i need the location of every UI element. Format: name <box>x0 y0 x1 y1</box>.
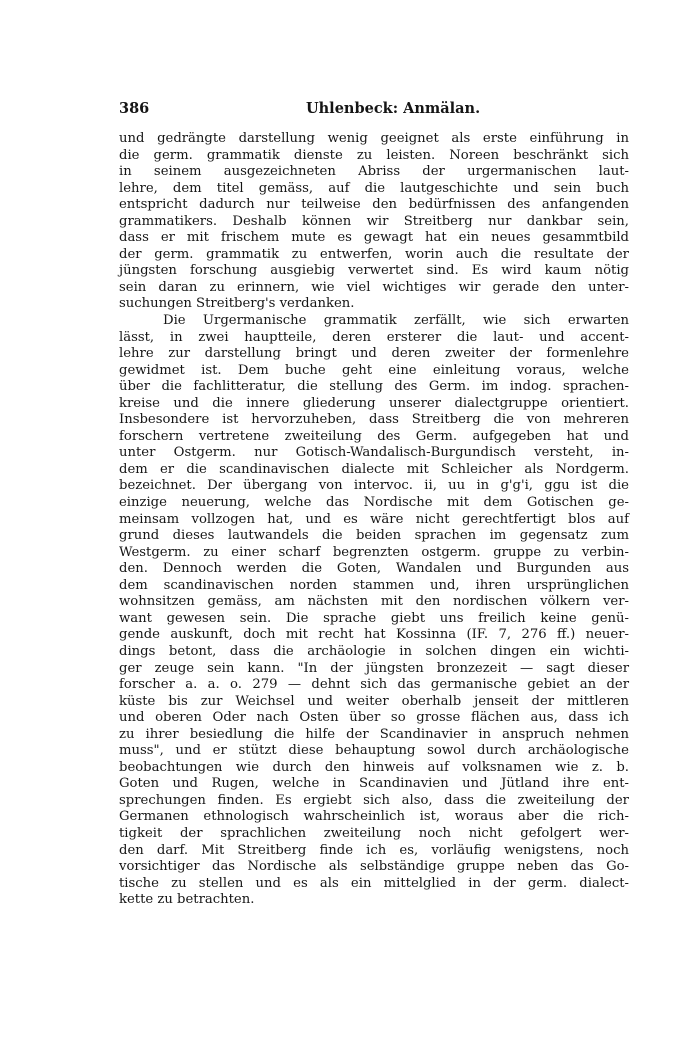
text-line: Germanen ethnologisch wahrscheinlich ist, woraus aber die rich- <box>119 809 629 825</box>
running-title: Uhlenbeck: Anmälan. <box>306 100 481 117</box>
running-header <box>119 100 631 122</box>
page-number: 386 <box>119 100 150 117</box>
text-line: lehre, dem titel gemäss, auf die lautgeschichte und sein buch <box>119 180 629 196</box>
text-line: kette zu betrachten. <box>119 892 255 908</box>
text-line: gende auskunft, doch mit recht hat Kossinna (IF. 7, 276 ff.) neuer- <box>119 627 629 643</box>
text-line: dem er die scandinavischen dialecte mit Schleicher als Nordgerm. <box>119 461 629 477</box>
text-line: wohnsitzen gemäss, am nächsten mit den nordischen völkern ver- <box>119 594 629 610</box>
text-line: jüngsten forschung ausgiebig verwertet sind. Es wird kaum nötig <box>119 263 629 279</box>
text-line: Die Urgermanische grammatik zerfällt, wie sich erwarten <box>163 313 629 329</box>
text-line: bezeichnet. Der übergang von intervoc. ii, uu in g'g'i, ggu ist die <box>119 478 629 494</box>
text-line: beobachtungen wie durch den hinweis auf volksnamen wie z. b. <box>119 759 629 775</box>
text-line: Goten und Rugen, welche in Scandinavien und Jütland ihre ent- <box>119 776 629 792</box>
text-line: und gedrängte darstellung wenig geeignet als erste einführung in <box>119 131 629 146</box>
text-line: dem scandinavischen norden stammen und, ihren ursprünglichen <box>119 577 629 593</box>
text-line: Insbesondere ist hervorzuheben, dass Streitberg die von mehreren <box>119 412 629 428</box>
text-line: want gewesen sein. Die sprache giebt uns freilich keine genü- <box>119 610 629 626</box>
text-line: forscher a. a. o. 279 — dehnt sich das germanische gebiet an der <box>119 677 629 693</box>
text-line: grund dieses lautwandels die beiden sprachen im gegensatz zum <box>119 528 629 544</box>
text-line: gewidmet ist. Dem buche geht eine einleitung voraus, welche <box>119 362 629 378</box>
text-line: zu ihrer besiedlung die hilfe der Scandinavier in anspruch nehmen <box>119 726 629 742</box>
text-line: die germ. grammatik dienste zu leisten. Noreen beschränkt sich <box>119 147 629 163</box>
text-line: den darf. Mit Streitberg finde ich es, vorläufig wenigstens, noch <box>119 842 629 858</box>
text-line: den. Dennoch werden die Goten, Wandalen und Burgunden aus <box>119 561 629 577</box>
text-line: in seinem ausgezeichneten Abriss der urgermanischen laut- <box>119 164 629 180</box>
text-line: unter Ostgerm. nur Gotisch-Wandalisch-Burgundisch versteht, in- <box>119 445 629 461</box>
text-line: küste bis zur Weichsel und weiter oberhalb jenseit der mittleren <box>119 693 629 709</box>
text-line: Westgerm. zu einer scharf begrenzten ostgerm. gruppe zu verbin- <box>119 544 629 560</box>
text-line: muss", und er stützt diese behauptung sowol durch archäologische <box>119 743 629 759</box>
text-line: über die fachlitteratur, die stellung des Germ. im indog. sprachen- <box>119 379 629 395</box>
text-line: lehre zur darstellung bringt und deren zweiter der formenlehre <box>119 346 629 362</box>
text-line: meinsam vollzogen hat, und es wäre nicht gerechtfertigt blos auf <box>119 511 629 527</box>
text-line: dass er mit frischem mute es gewagt hat ein neues gesammtbild <box>119 230 629 246</box>
text-line: entspricht dadurch nur teilweise den bedürfnissen des anfangenden <box>119 197 629 213</box>
text-line: einzige neuerung, welche das Nordische mit dem Gotischen ge- <box>119 495 629 511</box>
text-line: tische zu stellen und es als ein mittelglied in der germ. dialect- <box>119 875 629 891</box>
text-line: ger zeuge sein kann. "In der jüngsten bronzezeit — sagt dieser <box>119 660 629 676</box>
text-line: kreise und die innere gliederung unserer dialectgruppe orientiert. <box>119 395 629 411</box>
text-line: der germ. grammatik zu entwerfen, worin auch die resultate der <box>119 246 629 262</box>
text-line: suchungen Streitberg's verdanken. <box>119 296 355 312</box>
text-line: und oberen Oder nach Osten über so grosse flächen aus, dass ich <box>119 710 629 726</box>
text-line: dings betont, dass die archäologie in solchen dingen ein wichti- <box>119 643 629 659</box>
text-line: vorsichtiger das Nordische als selbständige gruppe neben das Go- <box>119 859 629 875</box>
text-line: lässt, in zwei hauptteile, deren ersterer die laut- und accent- <box>119 329 629 345</box>
text-line: tigkeit der sprachlichen zweiteilung noch nicht gefolgert wer- <box>119 825 629 841</box>
text-line: sprechungen finden. Es ergiebt sich also, dass die zweiteilung der <box>119 792 629 808</box>
body-text <box>119 131 629 909</box>
text-line: grammatikers. Deshalb können wir Streitberg nur dankbar sein, <box>119 213 629 229</box>
text-line: sein daran zu erinnern, wie viel wichtiges wir gerade den unter- <box>119 279 629 295</box>
text-line: forschern vertretene zweiteilung des Germ. aufgegeben hat und <box>119 428 629 444</box>
